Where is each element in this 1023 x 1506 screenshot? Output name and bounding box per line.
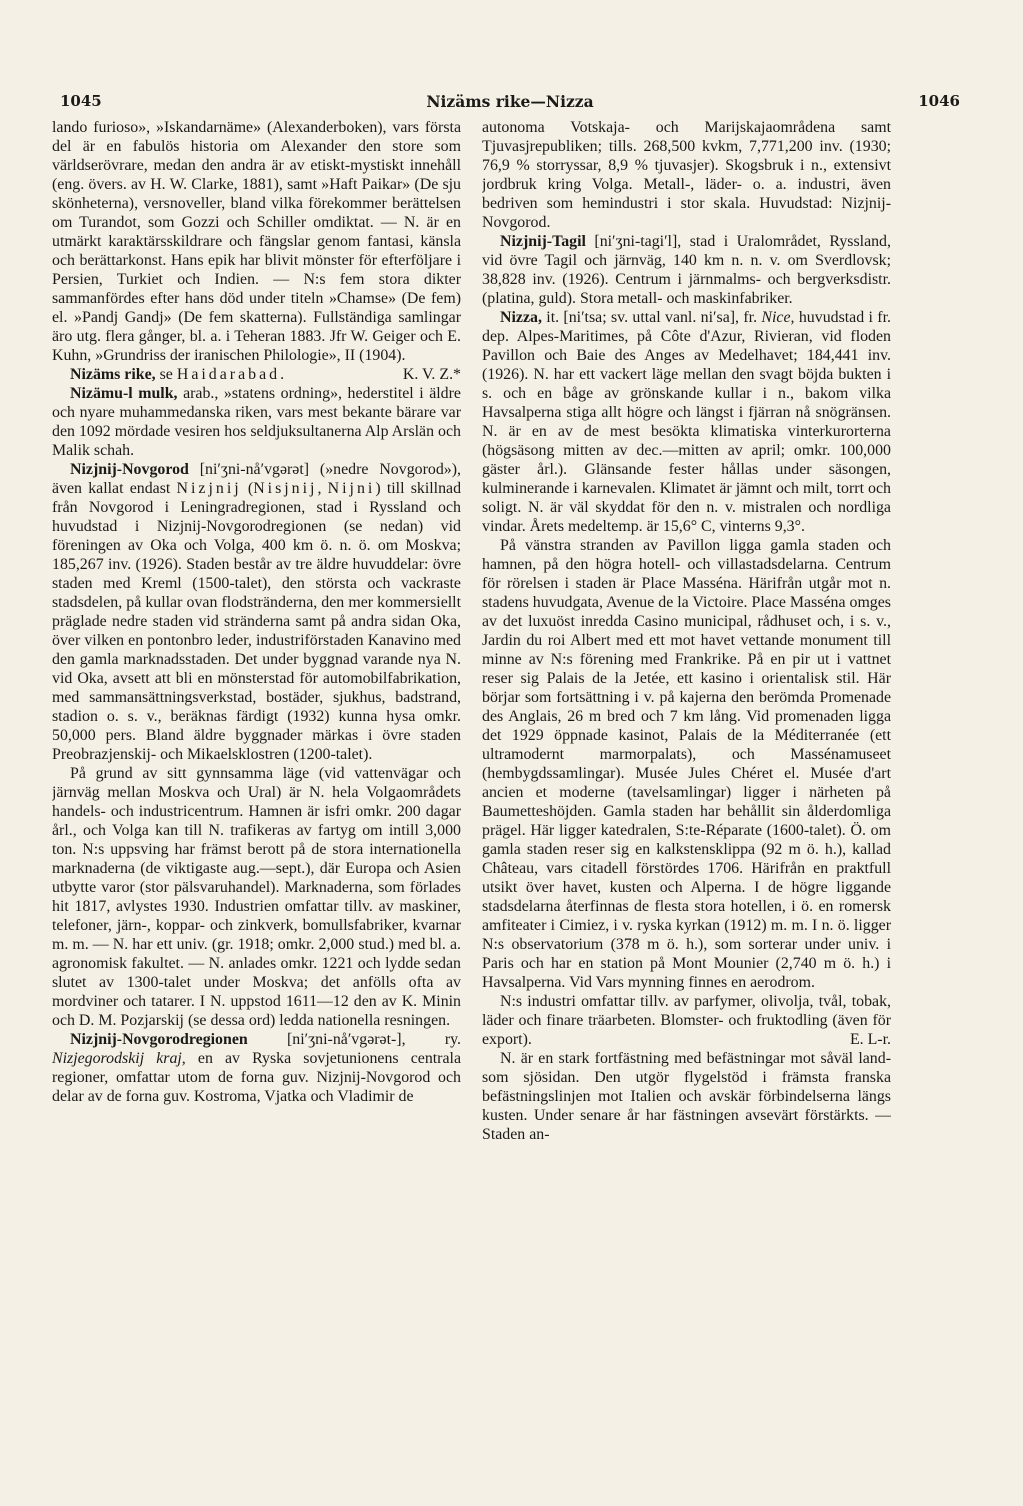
entry-text: huvudstad i fr. dep. Alpes-Maritimes, på Côte d'Azur, Rivieran, vid floden Pavillon och Baie des Anges av Medelhavet; 184,441 inv. (1926). N. har ett vackert läge mellan den svagt böjda bukten i s. och en båge av grönskande kullar i n., bakom vilka Havsalperna stiga allt högre och längst i fjärran nå snögränsen. N. är en av de mest besökta klimatiska vinterkurorterna (högsäsong mitten av dec.—mitten av april; omkr. 100,000 gäster årl.). Glänsande fester hållas under säsongen, kulminerande i karnevalen. Klimatet är jämnt och milt, torrt och soligt. N. är väl skyddat för den n. v. mistralen och nordliga vindar. Årets medeltemp. är 15,6° C, vinterns 9,3°. [482, 309, 891, 535]
paragraph-text: N:s industri omfattar tillv. av parfymer, olivolja, tvål, tobak, läder och finare träarbeten. Blomster- och fruktodling (även för export). [482, 993, 891, 1048]
spaced-name: Nijni [327, 480, 376, 497]
author-signature: E. L-r. [849, 1031, 891, 1048]
entry-headword: Nizäms rike, [70, 366, 156, 383]
column-left [52, 118, 461, 1448]
entry-text: [ni′ʒni-nå′vgərət-], ry. [287, 1031, 461, 1048]
entry-nizza [482, 308, 891, 536]
entry-nizjnij-tagil [482, 232, 891, 308]
entry-text: it. [ni′tsa; sv. uttal vanl. ni′sa], fr. [546, 309, 758, 326]
italic-term: Nice, [761, 309, 795, 326]
cross-reference: Haidarabad. [176, 366, 288, 383]
paragraph: På vänstra stranden av Pavillon ligga gamla staden och hamnen, på den högra hotell- och villastadsdelarna. Centrum för rörelsen i staden är Place Masséna. Härifrån utgår mot n. stadens huvudgata, Avenue de la Victoire. Place Masséna omges av det luxuöst inredda Casino municipal, rådhuset och, i s. v., Jardin du roi Albert med ett mot havet vettande monument till minne av N:s förening med Frankrike. På en pir ut i vattnet reser sig Palais de la Jetée, ett kasino i orientalisk stil. Här börjar som fortsättning i v. på kajerna den berömda Promenade des Anglais, 26 m bred och 7 km lång. Vid promenaden ligga det 1929 öppnade kasinot, Palais de la Méditerranée (ett ultramodernt marmorpalats), och Massénamuseet (hembygdssamlingar). Musée Jules Chéret el. Musée d'art ancien et moderne (tavelsamlingar) ligger i närheten på Baumetteshöjden. Gamla staden har behållit sin ålderdomliga prägel. Här ligger katedralen, S:te-Réparate (1600-talet). Ö. om gamla staden reser sig en kalkstensklippa (92 m ö. h.), kallad Château, vars citadell förstördes 1706. Härifrån en praktfull utsikt över havet, kusten och Alperna. I de högre liggande stadsdelarna återfinnas de flesta stora hotellen, i ö. en romersk amfiteater i Cimiez, i v. ryska kyrkan (1912) m. m. I n. ö. ligger N:s observatorium (378 m ö. h.), som sorterar under univ. i Paris och har en station på Mont Mounier (2,740 m ö. h.) i Havsalperna. Vid Vars mynning finnes en aerodrom. [482, 537, 891, 991]
entry-nizjnij-novgorod: Nizjnij-Novgorod [ni′ʒni-nå′vgərət] (»nedre Novgorod»), även kallat endast Nizjnij (Nisjnij, Nijni) till skillnad från Novgorod i Leningradregionen, stad i Ryssland och huvudstad i Nizjnij-Novgorodregionen (se nedan) vid föreningen av Oka och Volga, 400 km ö. n. ö. om Moskva; 185,267 inv. (1926). Staden består av tre äldre huvuddelar: övre staden med Kreml (1500-talet), den största och vackraste stadsdelen, på kullar ovan flodstränderna, den mer kommersiellt präglade nedre staden vid stränderna samt på andra sidan Oka, över vilken en pontonbro leder, industriförstaden Kanavino med den gamla marknadsstaden. Det under byggnad varande nya N. vid Oka, avsett att bli en mönsterstad för automobilfabrikation, med sammansättningsverkstad, bostäder, sjukhus, badstrand, stadion o. s. v., beräknas färdigt (1932) kunna hysa omkr. 50,000 pers. Bland äldre byggnader märkas i övre staden Preobrazjenskij- och Mikaelsklostren (1200-talet). [52, 461, 461, 763]
italic-term: Nizjegorodskij kraj, [52, 1050, 186, 1067]
page-number-left: 1045 [60, 92, 102, 110]
entry-headword: Nizjnij-Tagil [500, 233, 586, 250]
entry-nizams-rike [52, 365, 461, 384]
entry-text: till skillnad från Novgorod i Leningradregionen, stad i Ryssland och huvudstad i Nizjnij-Novgorodregionen (se nedan) vid föreningen av Oka och Volga, 400 km ö. n. ö. om Moskva; 185,267 inv. (1926). Staden består av tre äldre huvuddelar: övre staden med Kreml (1500-talet), den största och vackraste stadsdelen, på kullar ovan flodstränderna, den mer kommersiellt präglade nedre staden vid stränderna samt på andra sidan Oka, över vilken en pontonbro leder, industriförstaden Kanavino med den gamla marknadsstaden. Det under byggnad varande nya N. vid Oka, avsett att bli en mönsterstad för automobilfabrikation, med sammansättningsverkstad, bostäder, sjukhus, badstrand, stadion o. s. v., beräknas färdigt (1932) kunna hysa omkr. 50,000 pers. Bland äldre byggnader märkas i övre staden Preobrazjenskij- och Mikaelsklostren (1200-talet). [52, 480, 461, 763]
entry-headword: Nizjnij-Novgorodregionen [70, 1031, 248, 1048]
paragraph: På grund av sitt gynnsamma läge (vid vattenvägar och järnväg mellan Moskva och Ural) är N. hela Volgaområdets handels- och industricentrum. Hamnen är isfri omkr. 200 dagar årl., och Volga kan till N. trafikeras av fartyg om intill 3,000 ton. N:s uppsving har främst berott på de stora internationella marknaderna (de viktigaste aug.—sept.), där Europa och Asien utbytte varor (stor pälsvaruhandel). Marknaderna, som förlades hit 1817, avlystes 1930. Industrien omfattar tillv. av maskiner, telefoner, järn-, koppar- och zinkverk, bomullsfabriker, kvarnar m. m. — N. har ett univ. (gr. 1918; omkr. 2,000 stud.) med bl. a. agronomisk fakultet. — N. anlades omkr. 1221 och lydde sedan slutet av 1300-talet under Moskva; det anfölls ofta av mordviner och tatarer. I N. uppstod 1611—12 den av K. Minin och D. M. Pozjarskij (se dessa ord) ledda nationella resningen. [52, 765, 461, 1029]
entry-text: arab., »statens ordning», hederstitel i äldre och nyare muhammedanska riken, vars mest bekante bärare var den 1092 mördade vesiren hos seldjuksultanerna Alp Arslän och Malik schah. [52, 385, 461, 459]
page-header [60, 92, 960, 114]
column-right [482, 118, 891, 1448]
paragraph [482, 992, 891, 1049]
entry-nizamu-l-mulk [52, 384, 461, 460]
entry-text: en av Ryska sovjetunionens centrala regioner, omfattar utom de forna guv. Nizjnij-Novgorod och delar av de forna guv. Kostroma, Vjatka och Vladimir de [52, 1050, 461, 1105]
page-number-right: 1046 [918, 92, 960, 110]
author-signature: K. V. Z.* [402, 366, 461, 383]
entry-headword: Nizämu-l mulk, [70, 385, 178, 402]
entry-text: [ni′ʒni-nå′vgərət] (»nedre Novgorod»), även kallat endast [52, 461, 461, 497]
entry-text: se [159, 366, 173, 383]
entry-headword: Nizza, [500, 309, 542, 326]
paragraph: autonoma Votskaja- och Marijskajaområdena samt Tjuvasjrepubliken; tills. 268,500 kvkm, 7,771,200 inv. (1930; 76,9 % storryssar, 8,9 % tjuvasjer). Skogsbruk i n., extensivt jordbruk kring Volga. Metall-, läder- o. a. industri, även bedriven som hemindustri i stor skala. Huvudstad: Nizjnij-Novgorod. [482, 119, 891, 231]
spaced-name: Nizjnij [176, 480, 242, 497]
running-title: Nizäms rike—Nizza [426, 92, 594, 111]
spaced-name: Nisjnij [253, 480, 318, 497]
entry-text: [ni′ʒni-tagi′l], stad i Uralområdet, Ryssland, vid övre Tagil och järnväg, 140 km n. n. v. om Sverdlovsk; 38,828 inv. (1926). Centrum i järnmalms- och bergverksdistr. (platina, guld). Stora metall- och maskinfabriker. [482, 233, 891, 307]
entry-nizjnij-novgorodregionen [52, 1030, 461, 1106]
entry-headword: Nizjnij-Novgorod [70, 461, 189, 478]
paragraph: N. är en stark fortfästning med befästningar mot såväl land- som sjösidan. Den utgör flygelstöd i främsta franska befästningslinjen mot Italien och avskär förbindelserna längs kusten. Under senare år har fästningen avsevärt förstärkts. — Staden an- [482, 1050, 891, 1143]
paragraph-text: lando furioso», »Iskandarnäme» (Alexanderboken), vars första del är en fabulös historia om Alexander den store som världserövrare, medan den andra är av etiskt-mystiskt innehåll (eng. övers. av H. W. Clarke, 1881), samt »Haft Paikar» (De sju skönheterna), versnoveller, bland vilka förekommer berättelsen om Turandot, som Gozzi och Schiller omdiktat. — N. är en utmärkt karaktärsskildrare och fängslar genom fantasi, känsla och berättarkonst. Hans epik har blivit mönster för efterföljare i Persien, Turkiet och Indien. — N:s fem stora dikter sammanfördes efter hans död under titeln »Chamse» (De fem) el. »Pandj Gandj» (De fem skatterna). Fullständiga samlingar äro utg. flera gånger, bl. a. i Teheran 1883. Jfr W. Geiger och E. Kuhn, »Grundriss der iranischen Philologie», II (1904). [52, 119, 461, 364]
